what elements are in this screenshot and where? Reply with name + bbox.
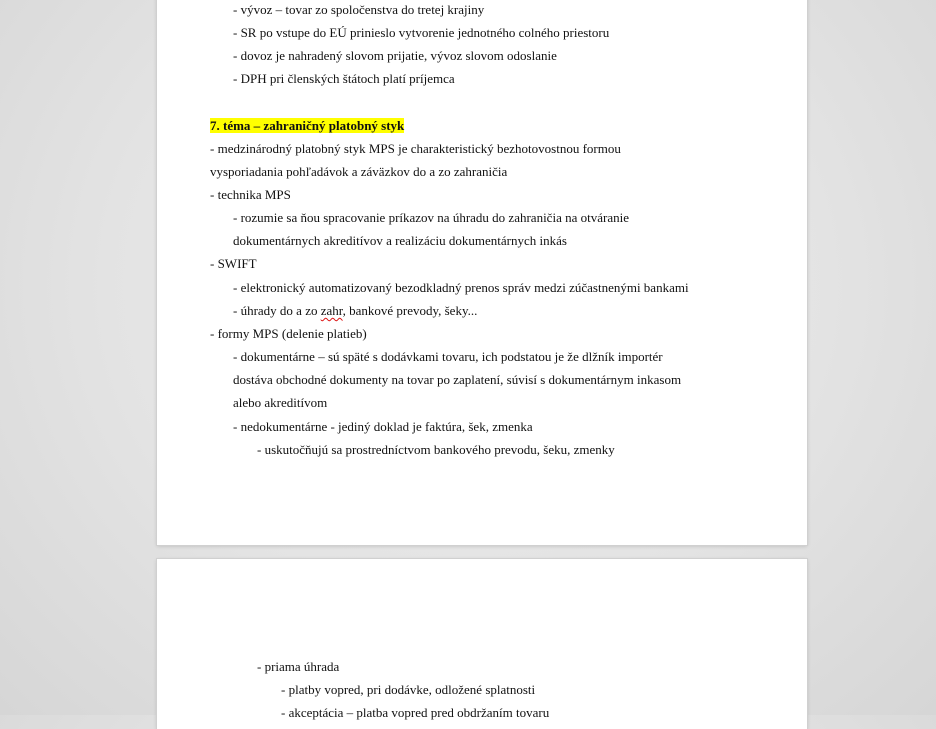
text-line: - nedokumentárne - jediný doklad je faktúra, šek, zmenka: [233, 419, 533, 434]
text-line: - formy MPS (delenie platieb): [210, 326, 367, 341]
text-line: alebo akreditívom: [233, 395, 328, 410]
text-line: - uskutočňujú sa prostredníctvom bankového prevodu, šeku, zmenky: [257, 442, 615, 457]
text-line: - platby vopred, pri dodávke, odložené splatnosti: [281, 682, 536, 697]
text-line: dostáva obchodné dokumenty na tovar po zaplatení, súvisí s dokumentárnym inkasom: [233, 372, 682, 387]
text-line: - dovoz je nahradený slovom prijatie, vývoz slovom odoslanie: [233, 48, 557, 63]
text-line: - DPH pri členských štátoch platí príjemca: [233, 71, 455, 86]
text-line: - dokumentárne – sú späté s dodávkami tovaru, ich podstatou je že dlžník importér: [233, 349, 663, 364]
text-line: - medzinárodný platobný styk MPS je charakteristický bezhotovostnou formou: [210, 141, 621, 156]
text-line: [233, 303, 477, 319]
text-line: - elektronický automatizovaný bezodkladný prenos správ medzi zúčastnenými bankami: [233, 280, 689, 295]
text-line: - SWIFT: [210, 256, 257, 271]
text-line: - SR po vstupe do EÚ prinieslo vytvorenie jednotného colného priestoru: [233, 25, 610, 40]
text-line: - technika MPS: [210, 187, 291, 202]
highlighted-heading-text: 7. téma – zahraničný platobný styk: [210, 118, 405, 133]
text-segment: , bankové prevody, šeky...: [342, 303, 478, 318]
section-heading: [210, 118, 404, 134]
text-line: - rozumie sa ňou spracovanie príkazov na úhradu do zahraničia na otváranie: [233, 210, 629, 225]
text-line: - akceptácia – platba vopred pred obdržaním tovaru: [281, 705, 550, 720]
document-page-2[interactable]: [157, 559, 807, 729]
text-line: dokumentárnych akreditívov a realizáciu dokumentárnych inkás: [233, 233, 567, 248]
text-segment: - úhrady do a zo: [233, 303, 321, 318]
document-page-1[interactable]: [157, 0, 807, 545]
text-line: - priama úhrada: [257, 659, 340, 674]
spellcheck-flagged-word[interactable]: zahr: [320, 303, 343, 318]
text-line: vysporiadania pohľadávok a záväzkov do a zo zahraničia: [210, 164, 508, 179]
text-line: - vývoz – tovar zo spoločenstva do tretej krajiny: [233, 2, 485, 17]
